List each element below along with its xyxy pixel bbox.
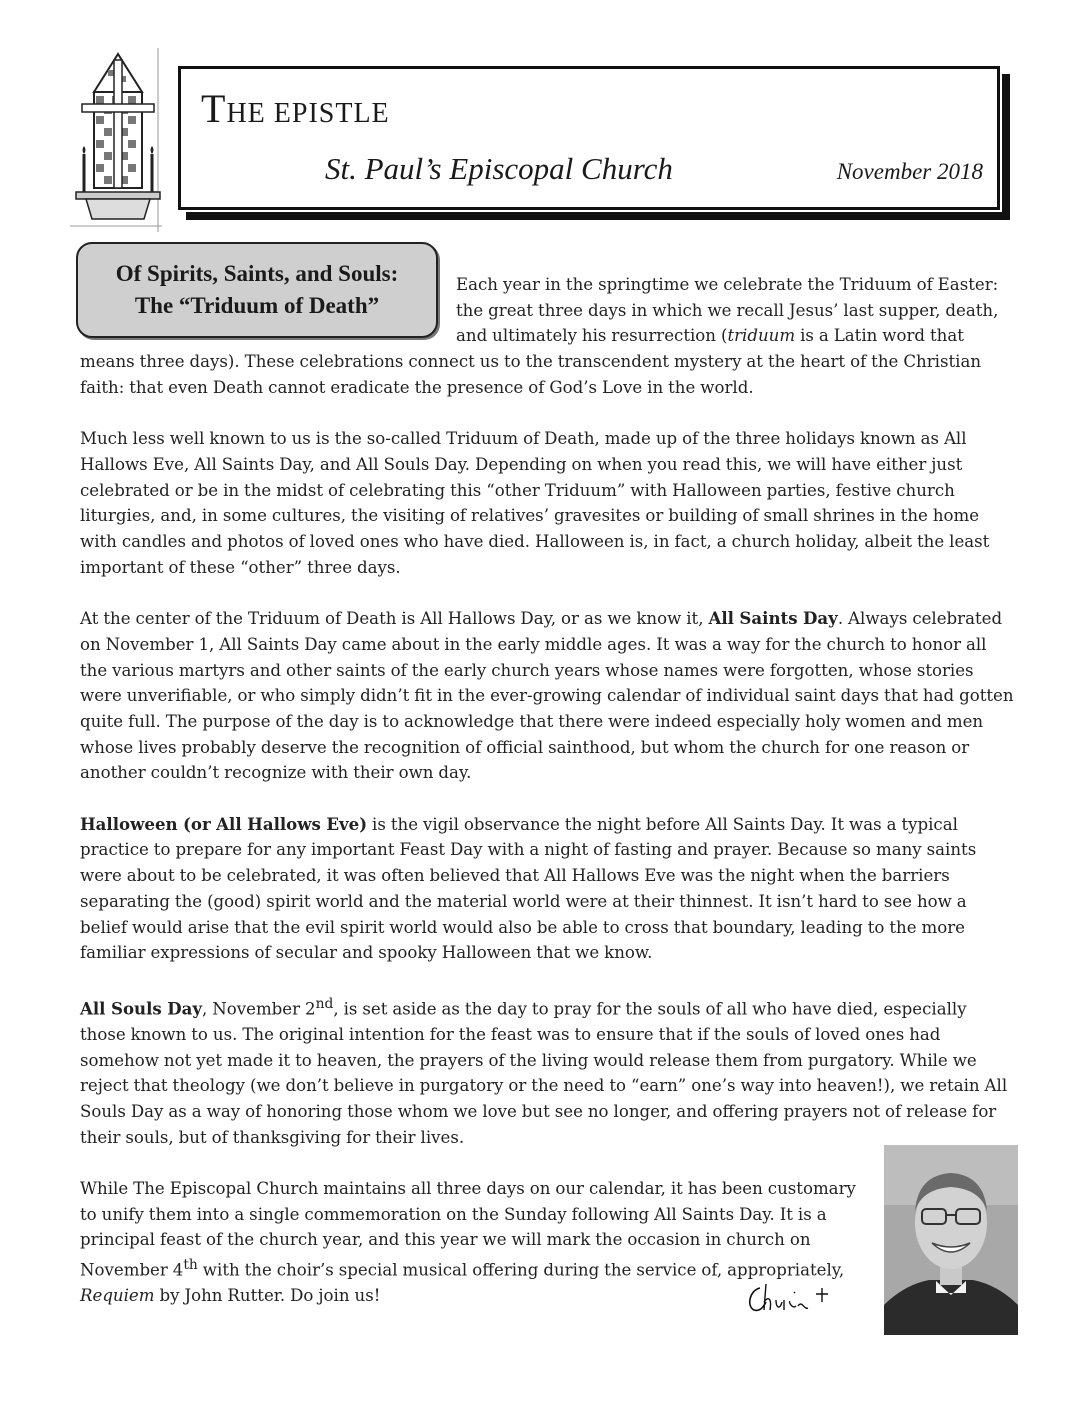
heading-spacer	[80, 272, 456, 349]
masthead	[178, 66, 1000, 210]
article-heading-line1: Of Spirits, Saints, and Souls:	[115, 261, 399, 286]
paragraph-1: Each year in the springtime we celebrate the Triduum of Easter: the great three days in which we recall Jesus’ last supper, death, and ultimately his resurrection (triduum is a Latin word that means three days). These celebrations connect us to the transcendent mystery at the heart of the Christian faith: that even Death cannot eradicate the presence of God’s Love in the world.	[80, 275, 999, 397]
newsletter-title: THE EPISTLE	[201, 86, 390, 131]
rector-portrait-photo	[884, 1145, 1018, 1335]
article-heading-line2: The “Triduum of Death”	[134, 293, 380, 318]
article-body	[80, 272, 1015, 1366]
paragraph-5: All Souls Day, November 2nd, is set aside as the day to pray for the souls of all who have died, especially those known to us. The original intention for the feast was to ensure that if the souls of loved ones had somehow not yet made it to heaven, the prayers of the living would release them from purgatory. While we reject that theology (we don’t believe in purgatory or the need to “earn” one’s way into heaven!), we retain All Souls Day as a way of honoring those whom we love but see no longer, and offering prayers not of release for their souls, but of thanksgiving for their lives.	[80, 995, 1008, 1147]
paragraph-6: While The Episcopal Church maintains all three days on our calendar, it has been customary to unify them into a single commemoration on the Sunday following All Saints Day. It is a principal feast of the church year, and this year we will mark the occasion in church on November 4th with the choir’s special musical offering during the service of, appropriately, Requiem by John Rutter. Do join us!	[80, 1179, 856, 1306]
church-name: St. Paul’s Episcopal Church	[325, 151, 673, 186]
handwritten-signature	[742, 1280, 842, 1320]
paragraph-2: Much less well known to us is the so-called Triduum of Death, made up of the three holidays known as All Hallows Eve, All Saints Day, and All Souls Day. Depending on when you read this, we will have either just celebrated or be in the midst of celebrating this “other Triduum” with Halloween parties, festive church liturgies, and, in some cultures, the visiting of relatives’ gravesites or building of small shrines in the home with candles and photos of loved ones who have died. Halloween is, in fact, a church holiday, albeit the least important of these “other” three days.	[80, 429, 990, 577]
paragraph-4: Halloween (or All Hallows Eve) is the vigil observance the night before All Saints Day. It was a typical practice to prepare for any important Feast Day with a night of fasting and prayer. Because so many saints were about to be celebrated, it was often believed that All Hallows Eve was the night when the barriers separating the (good) spirit world and the material world were at their thinnest. It isn’t hard to see how a belief would arise that the evil spirit world would also be able to cross that boundary, leading to the more familiar expressions of secular and spooky Halloween that we know.	[80, 813, 977, 963]
issue-date: November 2018	[836, 159, 983, 184]
paragraph-3: At the center of the Triduum of Death is All Hallows Day, or as we know it, All Saints Day. Always celebrated on November 1, All Saints Day came about in the early middle ages. It was a way for the church to honor all the various martyrs and other saints of the early church years whose names were forgotten, whose stories were unverifiable, or who simply didn’t fit in the ever-growing calendar of individual saint days that had gotten quite full. The purpose of the day is to acknowledge that there were indeed especially holy women and men whose lives probably deserve the recognition of official sainthood, but whom the church for one reason or another couldn’t recognize with their own day.	[80, 608, 1014, 783]
church-window-logo	[68, 48, 166, 232]
